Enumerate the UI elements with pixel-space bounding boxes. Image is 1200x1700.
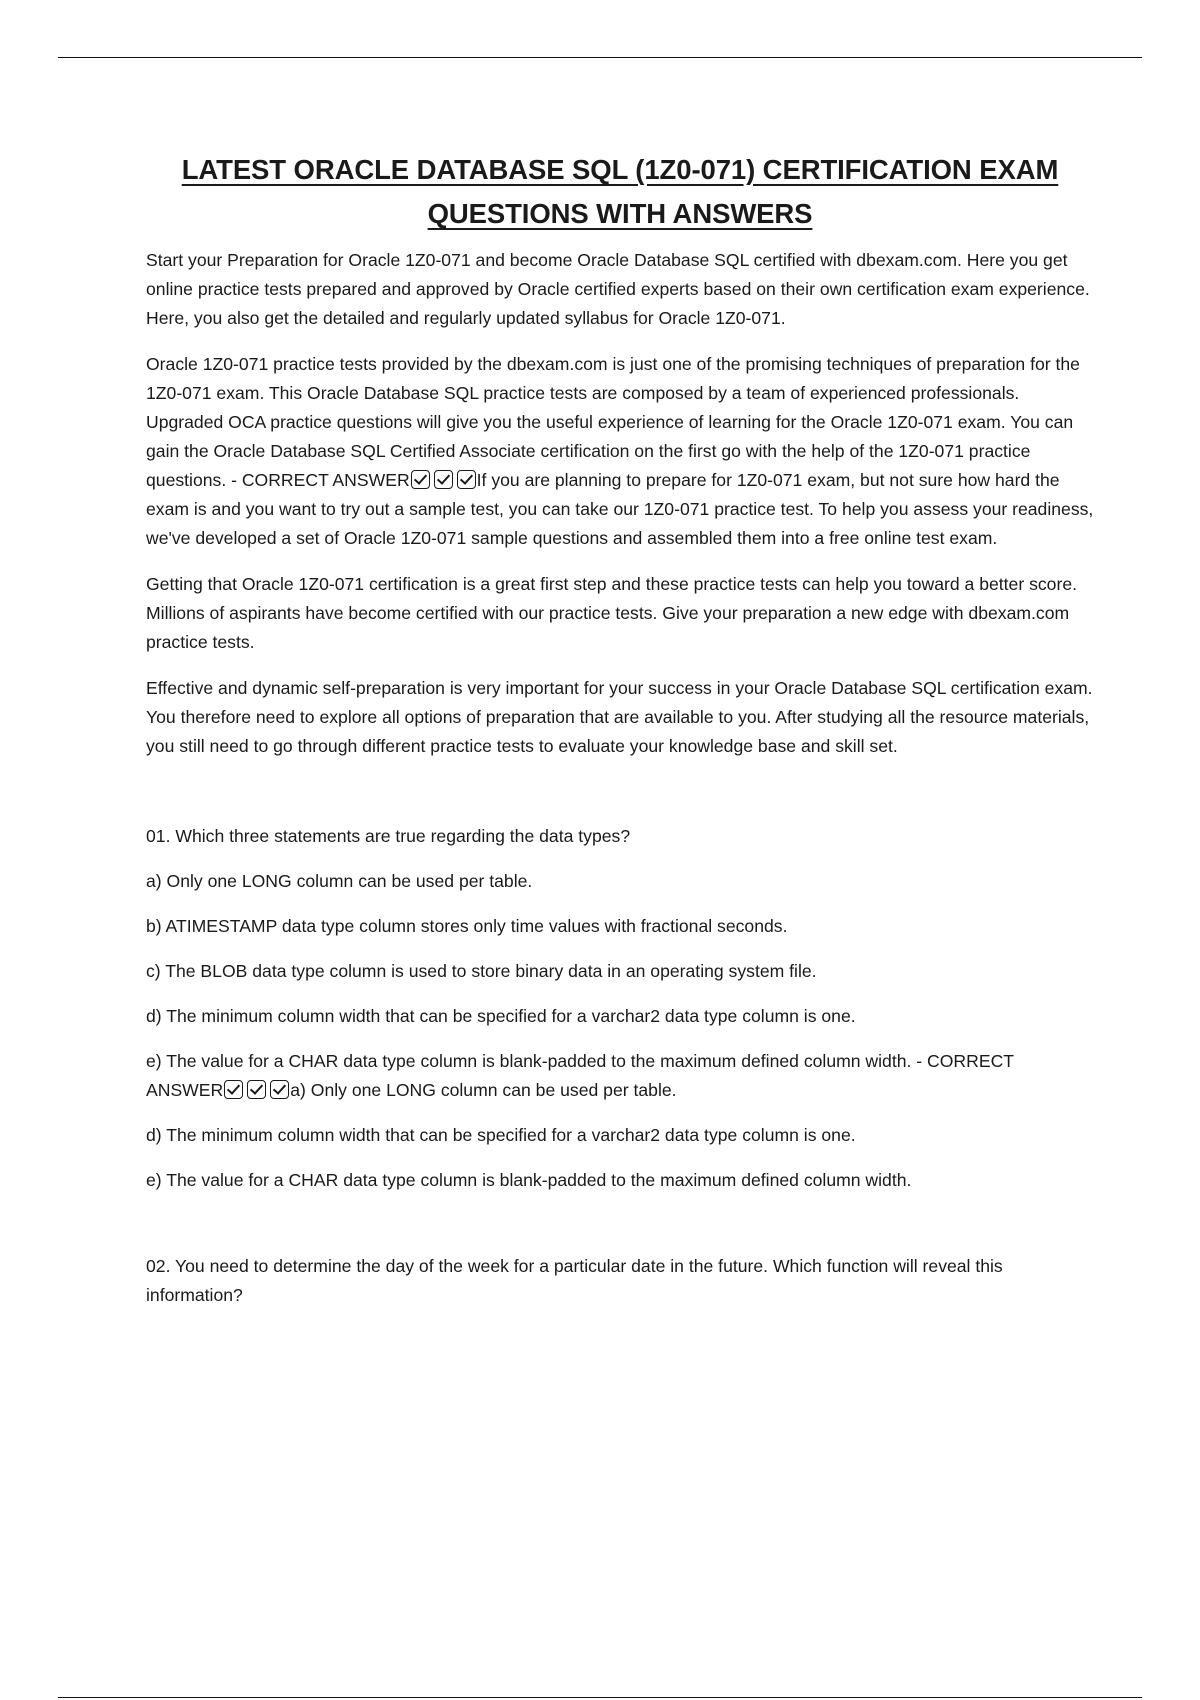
intro-section <box>146 246 1094 761</box>
check-box-icon <box>434 470 453 489</box>
intro-paragraph-2-tail: If you are planning to prepare for 1Z0-071 exam, but not sure how hard the exam is and you want to try out a sample test, you can take our 1Z0-071 practice test. To help you assess your readiness, we've developed a set of Oracle 1Z0-071 sample questions and assembled them into a free online test exam. <box>146 470 1094 548</box>
question-1-option-e: e) The value for a CHAR data type column is blank-padded to the maximum defined column width. - CORRECT ANSWER <box>146 1051 1014 1100</box>
intro-paragraph-2-lead: Oracle 1Z0-071 practice tests provided by the dbexam.com is just one of the promising techniques of preparation for the 1Z0-071 exam. This Oracle Database SQL practice tests are composed by a team of experienced professionals. Upgraded OCA practice questions will give you the useful experience of learning for the Oracle 1Z0-071 exam. You can gain the Oracle Database SQL Certified Associate certification on the first go with the help of the 1Z0-071 practice questions. - CORRECT ANSWER <box>146 354 1080 490</box>
bottom-rule <box>58 1697 1142 1698</box>
question-1-option-c: c) The BLOB data type column is used to store binary data in an operating system file. <box>146 961 817 981</box>
question-1-option-e-with-answer <box>146 1047 1094 1105</box>
intro-paragraph-3: Getting that Oracle 1Z0-071 certification is a great first step and these practice tests can help you toward a better score. Millions of aspirants have become certified with our practice tests. Give your preparation a new edge with dbexam.com practice tests. <box>146 574 1077 652</box>
title-line-1: LATEST ORACLE DATABASE SQL (1Z0-071) CERTIFICATION EXAM <box>181 154 1059 185</box>
question-1-option-d: d) The minimum column width that can be specified for a varchar2 data type column is one. <box>146 1006 856 1026</box>
title-line-2: QUESTIONS WITH ANSWERS <box>427 198 813 229</box>
question-1-answer-d: d) The minimum column width that can be specified for a varchar2 data type column is one. <box>146 1125 856 1145</box>
question-1-option-b: b) ATIMESTAMP data type column stores only time values with fractional seconds. <box>146 916 788 936</box>
checkmark-group <box>411 466 477 495</box>
intro-paragraph-1: Start your Preparation for Oracle 1Z0-071 and become Oracle Database SQL certified with dbexam.com. Here you get online practice tests prepared and approved by Oracle certified experts based on their own certification exam experience. Here, you also get the detailed and regularly updated syllabus for Oracle 1Z0-071. <box>146 250 1090 328</box>
question-2-text: 02. You need to determine the day of the week for a particular date in the future. Which function will reveal this information? <box>146 1256 1003 1305</box>
checkmark-group <box>224 1076 290 1105</box>
question-1-answer-e: e) The value for a CHAR data type column is blank-padded to the maximum defined column width. <box>146 1170 912 1190</box>
check-box-icon <box>411 470 430 489</box>
question-1-text: 01. Which three statements are true regarding the data types? <box>146 826 631 846</box>
question-1-answer-a: a) Only one LONG column can be used per table. <box>290 1080 677 1100</box>
intro-paragraph-2 <box>146 350 1094 553</box>
check-box-icon <box>270 1080 289 1099</box>
question-2 <box>146 1252 1094 1310</box>
check-box-icon <box>247 1080 266 1099</box>
question-1-option-a: a) Only one LONG column can be used per table. <box>146 871 533 891</box>
check-box-icon <box>457 470 476 489</box>
check-box-icon <box>224 1080 243 1099</box>
document-body <box>146 148 1094 1326</box>
intro-paragraph-4: Effective and dynamic self-preparation is very important for your success in your Oracle Database SQL certification exam. You therefore need to explore all options of preparation that are available to you. After studying all the resource materials, you still need to go through different practice tests to evaluate your knowledge base and skill set. <box>146 678 1093 756</box>
top-rule <box>58 57 1142 58</box>
document-title <box>146 148 1094 236</box>
question-1 <box>146 822 1094 1195</box>
